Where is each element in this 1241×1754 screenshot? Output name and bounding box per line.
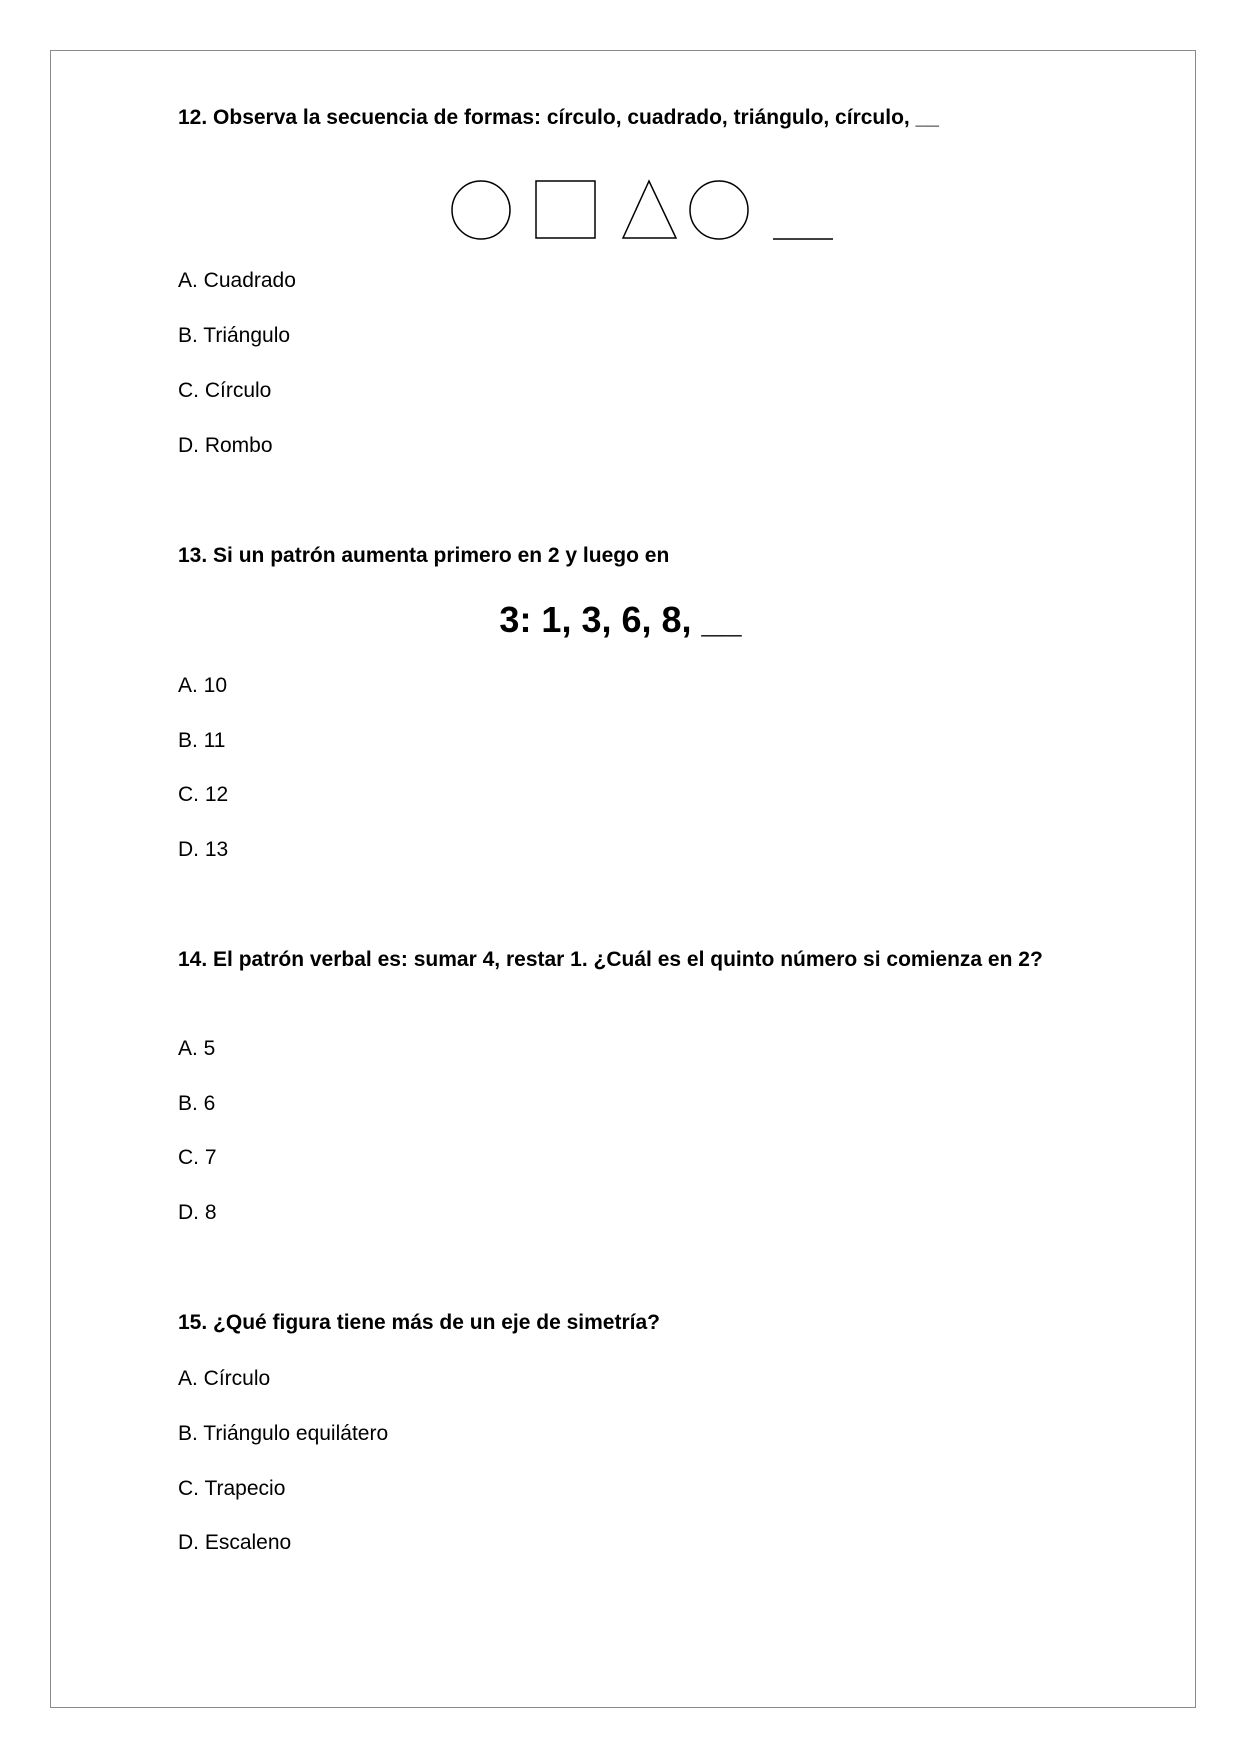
circle-icon bbox=[690, 181, 748, 239]
question-13-sequence: 3: 1, 3, 6, 8, __ bbox=[499, 599, 742, 640]
question-14-option-b: B. 6 bbox=[178, 1092, 216, 1115]
question-13-option-a: A. 10 bbox=[178, 674, 228, 697]
question-14-option-d: D. 8 bbox=[178, 1201, 217, 1224]
question-12-option-c: C. Círculo bbox=[178, 379, 272, 402]
question-15-option-a: A. Círculo bbox=[178, 1367, 271, 1390]
square-icon bbox=[536, 181, 595, 238]
question-15-option-c: C. Trapecio bbox=[178, 1477, 286, 1500]
shape-sequence-figure bbox=[440, 175, 860, 245]
page-frame bbox=[50, 50, 1196, 1708]
triangle-icon bbox=[623, 181, 676, 238]
question-12-option-a: A. Cuadrado bbox=[178, 269, 296, 292]
question-12-option-b: B. Triángulo bbox=[178, 324, 291, 347]
question-13-option-d: D. 13 bbox=[178, 838, 229, 861]
question-15-option-d: D. Escaleno bbox=[178, 1531, 292, 1554]
question-13-option-c: C. 12 bbox=[178, 783, 229, 806]
question-13-option-b: B. 11 bbox=[178, 729, 226, 752]
question-14-option-a: A. 5 bbox=[178, 1037, 216, 1060]
question-14-option-c: C. 7 bbox=[178, 1146, 217, 1169]
question-15-option-b: B. Triángulo equilátero bbox=[178, 1422, 389, 1445]
circle-icon bbox=[452, 181, 510, 239]
question-14-title: 14. El patrón verbal es: sumar 4, restar 1. ¿Cuál es el quinto número si comienza en 2? bbox=[178, 948, 1043, 971]
question-13-title: 13. Si un patrón aumenta primero en 2 y luego en bbox=[178, 544, 670, 567]
question-12-title: 12. Observa la secuencia de formas: círculo, cuadrado, triángulo, círculo, __ bbox=[178, 106, 939, 129]
question-15-title: 15. ¿Qué figura tiene más de un eje de simetría? bbox=[178, 1311, 660, 1334]
question-12-option-d: D. Rombo bbox=[178, 434, 273, 457]
